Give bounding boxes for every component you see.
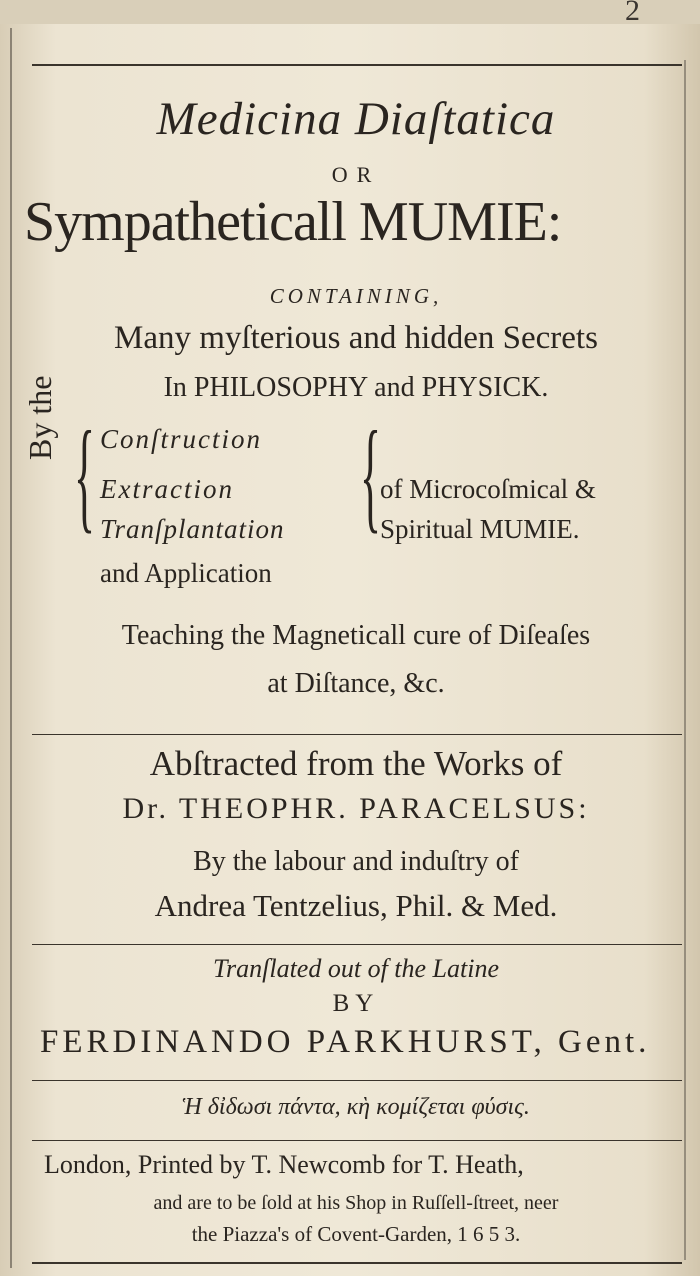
secrets-line: Many myſterious and hidden Secrets [114,320,598,356]
top-rule [32,64,682,66]
philosophy-line: In PHILOSOPHY and PHYSICK. [163,372,549,403]
method-extraction: Extraction [100,474,234,504]
imprint-line-1: London, Printed by T. Newcomb for T. Heath, [44,1150,524,1179]
left-brace: { [74,407,95,545]
or-text: OR [331,162,381,187]
rule-4 [32,1140,682,1141]
method-application: and Application [100,558,272,588]
paracelsus-line: Dr. THEOPHR. PARACELSUS: [122,792,590,825]
by-line: BY [332,990,380,1017]
bottom-rule [32,1262,682,1264]
rule-2 [32,944,682,945]
rule-1 [32,734,682,735]
rule-3 [32,1080,682,1081]
translated-line: Tranſlated out of the Latine [212,954,499,983]
right-brace: { [360,407,381,545]
abstracted-line: Abſtracted from the Works of [149,744,563,783]
of-microcosmical: of Microcoſmical & [380,474,596,504]
imprint-line-3: the Piazza's of Covent-Garden, 1 6 5 3. [191,1222,521,1246]
author-line: Andrea Tentzelius, Phil. & Med. [154,888,558,923]
teaching-line: Teaching the Magneticall cure of Diſeaſes [121,620,591,651]
spiritual-mumie: Spiritual MUMIE. [380,514,580,544]
title: Medicina Diaſtatica [156,93,556,145]
subtitle: Sympatheticall MUMIE: [24,191,562,253]
imprint-line-2: and are to be ſold at his Shop in Ruſſell-ſtreet, neer [153,1192,559,1214]
greek-motto: Ἡ δἰδωσι πάντα, κὴ κομίζεται φύσις. [182,1094,530,1120]
right-border [684,60,686,1260]
method-construction: Conſtruction [100,424,263,454]
left-border [10,28,12,1268]
by-the-label: By the [22,375,58,460]
top-margin [0,0,700,24]
translator-line: FERDINANDO PARKHURST, Gent. [40,1024,651,1060]
page-number: 2 [625,0,640,27]
containing: CONTAINING, [269,284,443,308]
labour-line: By the labour and induſtry of [193,846,519,877]
method-transplantation: Tranſplantation [100,514,285,544]
distance-line: at Diſtance, &c. [267,668,445,699]
